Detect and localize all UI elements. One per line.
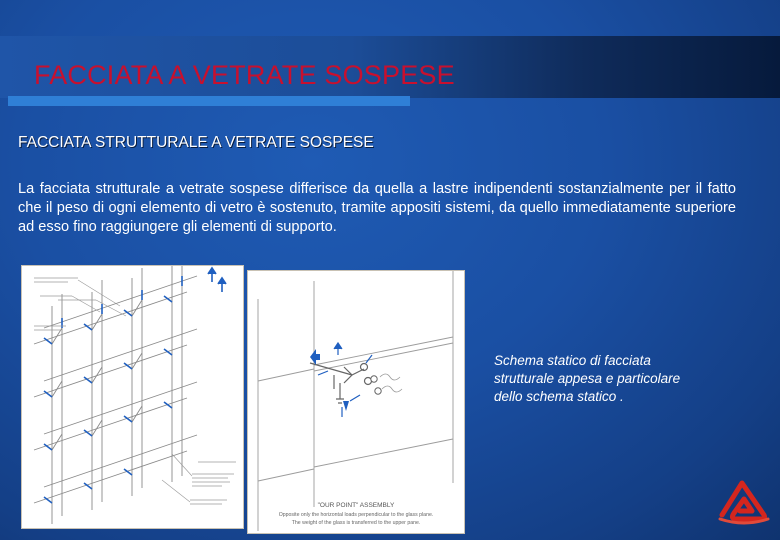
facade-static-scheme-figure <box>21 265 244 529</box>
body-paragraph: La facciata strutturale a vetrate sospese differisce da quella a lastre indipendenti sostanzialmente per il fatto che il peso di ogni elemento di vetro è sostenuto, tramite appositi sistemi, da quello immediatamente superiore ad esso fino raggiungere gli elementi di supporto. <box>18 181 736 235</box>
facade-grid-drawing <box>22 266 243 528</box>
company-logo-icon <box>716 473 772 529</box>
figure-caption: Schema statico di facciata strutturale appesa e particolare dello schema statico . <box>494 353 681 404</box>
detail-note-line-1: Opposite only the horizontal loads perpendicular to the glass plane. <box>278 512 434 518</box>
slide-title: FACCIATA A VETRATE SOSPESE <box>34 60 455 90</box>
title-underline <box>8 96 410 106</box>
fixing-detail-drawing <box>248 271 464 533</box>
detail-note-line-2: The weight of the glass is transferred to the upper pane. <box>291 520 421 526</box>
detail-assembly-label: "OUR POINT" ASSEMBLY <box>317 502 395 509</box>
slide-subtitle: FACCIATA STRUTTURALE A VETRATE SOSPESE <box>18 134 374 151</box>
point-fixing-detail-figure <box>247 270 465 534</box>
